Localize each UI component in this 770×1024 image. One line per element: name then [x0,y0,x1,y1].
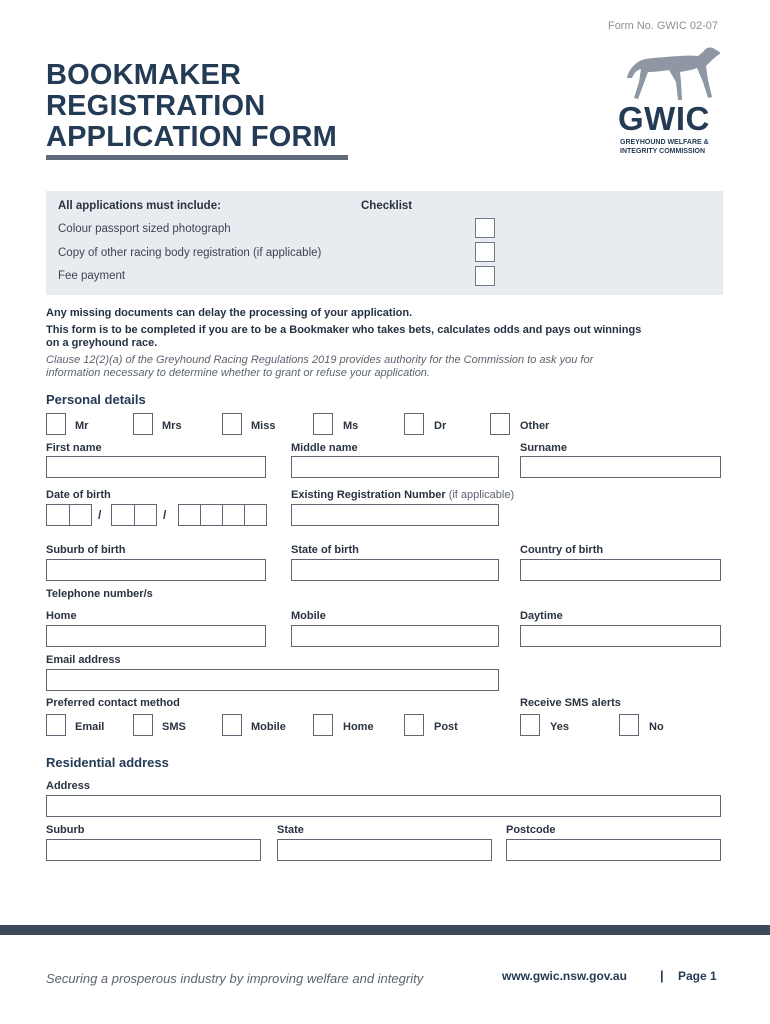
purpose-notice-line-2: on a greyhound race. [46,337,158,349]
title-line-1: BOOKMAKER [46,59,242,91]
telephone-label: Telephone number/s [46,588,153,600]
purpose-notice-line-1: This form is to be completed if you are to be a Bookmaker who takes bets, calculates odds and pays out winnings [46,324,642,336]
residential-address-heading: Residential address [46,755,169,770]
first-name-field[interactable] [46,456,266,478]
contact-label-home: Home [343,721,374,733]
title-checkbox-mr[interactable] [46,413,66,435]
existing-reg-label-text: Existing Registration Number [291,489,446,501]
suburb-field[interactable] [46,839,261,861]
title-label-ms: Ms [343,420,359,432]
footer-tagline: Securing a prosperous industry by improving welfare and integrity [46,971,424,986]
title-checkbox-dr[interactable] [404,413,424,435]
dob-label: Date of birth [46,489,111,501]
title-checkbox-miss[interactable] [222,413,242,435]
postcode-field[interactable] [506,839,721,861]
checklist-checkbox-fee[interactable] [475,266,495,286]
dob-separator-2: / [163,508,167,522]
state-label: State [277,824,304,836]
address-field[interactable] [46,795,721,817]
country-of-birth-field[interactable] [520,559,721,581]
page-number: Page 1 [678,969,717,983]
suburb-of-birth-field[interactable] [46,559,266,581]
title-checkbox-ms[interactable] [313,413,333,435]
title-underline [46,155,348,160]
checklist-item-fee: Fee payment [58,270,126,282]
surname-field[interactable] [520,456,721,478]
contact-checkbox-email[interactable] [46,714,66,736]
contact-label-mobile: Mobile [251,721,286,733]
middle-name-label: Middle name [291,442,358,454]
email-label: Email address [46,654,121,666]
logo-wordmark: GWIC [618,100,710,137]
page-title [46,60,337,153]
mobile-phone-label: Mobile [291,610,326,622]
existing-reg-label [291,489,514,501]
logo-subtitle-2: INTEGRITY COMMISSION [620,148,706,155]
state-of-birth-label: State of birth [291,544,359,556]
missing-documents-notice: Any missing documents can delay the processing of your application. [46,307,413,319]
existing-reg-note: (if applicable) [448,489,515,501]
state-of-birth-field[interactable] [291,559,499,581]
contact-label-email: Email [75,721,105,733]
title-checkbox-other[interactable] [490,413,510,435]
existing-reg-field[interactable] [291,504,499,526]
form-number: Form No. GWIC 02-07 [607,20,718,32]
home-phone-field[interactable] [46,625,266,647]
checklist-item-photo: Colour passport sized photograph [58,223,231,235]
title-checkbox-mrs[interactable] [133,413,153,435]
greyhound-icon [624,42,724,104]
title-label-mrs: Mrs [162,420,182,432]
home-phone-label: Home [46,610,77,622]
contact-checkbox-sms[interactable] [133,714,153,736]
postcode-label: Postcode [506,824,556,836]
footer-website-link[interactable]: www.gwic.nsw.gov.au [502,969,627,983]
clause-note-line-1: Clause 12(2)(a) of the Greyhound Racing Regulations 2019 provides authority for the Commission to ask you for [46,354,594,366]
footer-separator: | [660,968,664,983]
contact-checkbox-post[interactable] [404,714,424,736]
checklist-item-registration: Copy of other racing body registration (if applicable) [58,247,322,259]
first-name-label: First name [46,442,102,454]
sms-alerts-label-no: No [649,721,664,733]
state-field[interactable] [277,839,492,861]
sms-alerts-checkbox-no[interactable] [619,714,639,736]
suburb-label: Suburb [46,824,85,836]
title-label-other: Other [520,420,550,432]
checklist-column-label: Checklist [361,200,413,212]
contact-checkbox-home[interactable] [313,714,333,736]
dob-year-field[interactable] [178,504,267,526]
title-line-3: APPLICATION FORM [46,121,338,153]
sms-alerts-checkbox-yes[interactable] [520,714,540,736]
checklist-checkbox-registration[interactable] [475,242,495,262]
dob-day-field[interactable] [46,504,92,526]
preferred-contact-label: Preferred contact method [46,697,180,709]
middle-name-field[interactable] [291,456,499,478]
country-of-birth-label: Country of birth [520,544,604,556]
dob-separator-1: / [98,508,102,522]
footer-band [0,925,770,935]
sms-alerts-label-yes: Yes [550,721,569,733]
title-label-miss: Miss [251,420,276,432]
dob-month-field[interactable] [111,504,157,526]
sms-alerts-label: Receive SMS alerts [520,697,621,709]
checklist-panel [46,191,723,295]
suburb-of-birth-label: Suburb of birth [46,544,126,556]
logo-subtitle-1: GREYHOUND WELFARE & [620,139,709,146]
daytime-phone-field[interactable] [520,625,721,647]
mobile-phone-field[interactable] [291,625,499,647]
checklist-heading: All applications must include: [58,200,221,212]
checklist-checkbox-photo[interactable] [475,218,495,238]
surname-label: Surname [520,442,568,454]
email-field[interactable] [46,669,499,691]
title-label-mr: Mr [75,420,89,432]
contact-label-post: Post [434,721,458,733]
contact-label-sms: SMS [162,721,186,733]
contact-checkbox-mobile[interactable] [222,714,242,736]
address-label: Address [46,780,91,792]
gwic-logo [612,42,724,167]
title-label-dr: Dr [434,420,447,432]
clause-note-line-2: information necessary to determine whether to grant or refuse your application. [46,367,430,379]
title-line-2: REGISTRATION [46,90,266,122]
daytime-phone-label: Daytime [520,610,563,622]
personal-details-heading: Personal details [46,392,146,407]
